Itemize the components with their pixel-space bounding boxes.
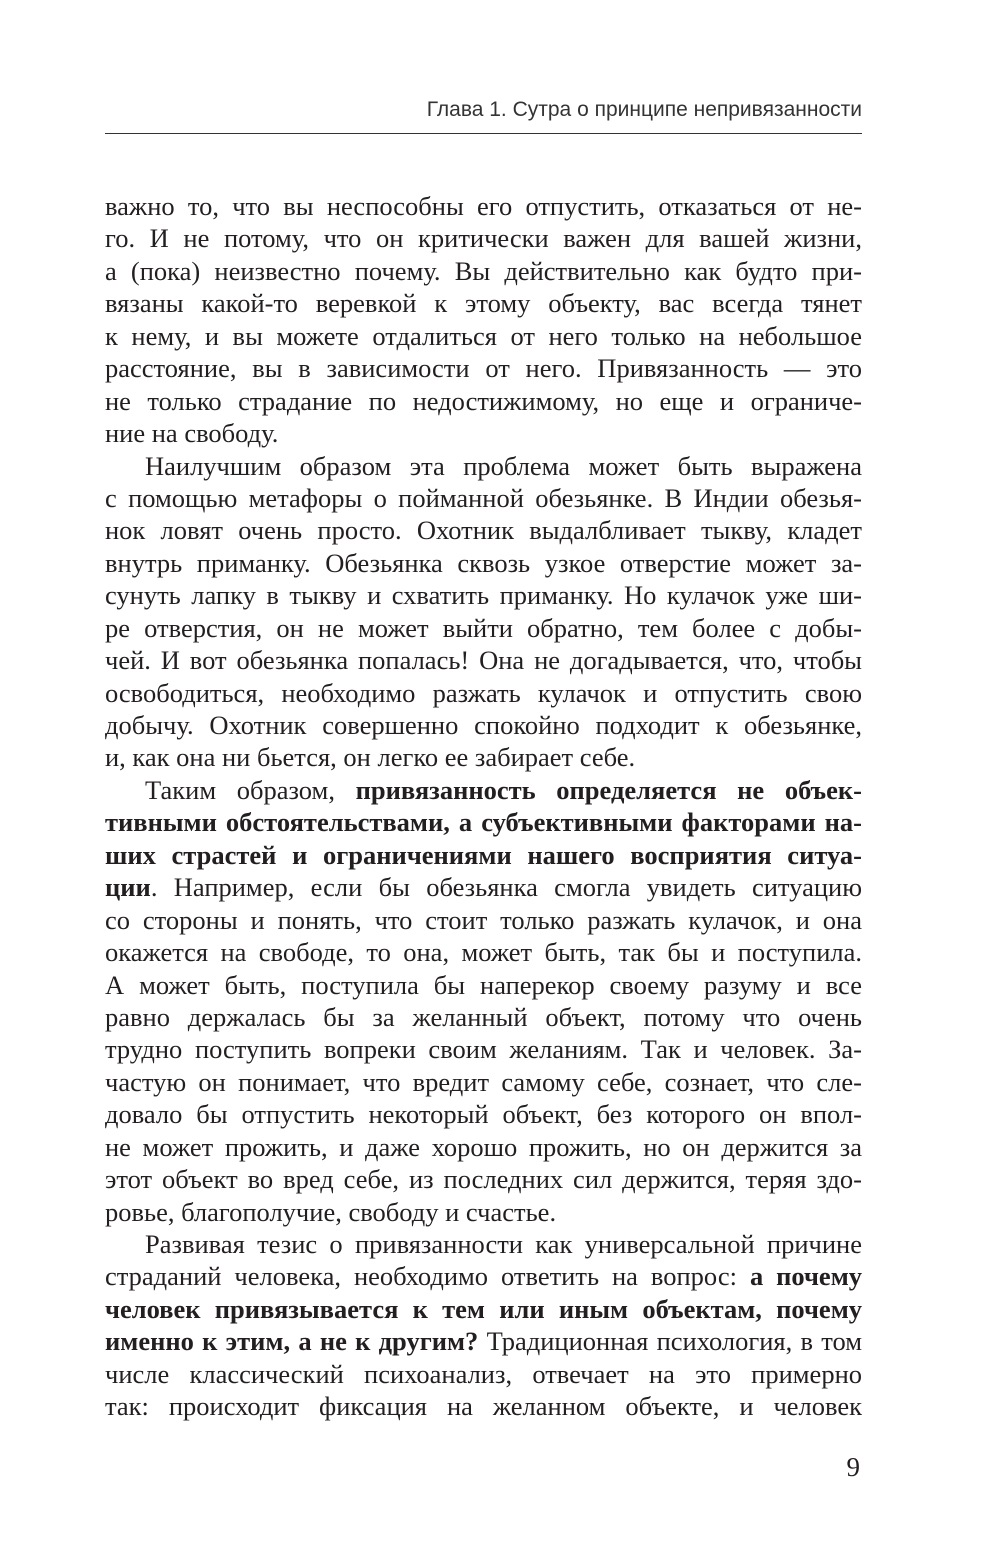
text-run: расстояние, вы в зависимости от него. Привязанность — это bbox=[105, 353, 862, 384]
text-line bbox=[105, 1001, 862, 1033]
text-line bbox=[105, 612, 862, 644]
text-run: внутрь приманку. Обезьянка сквозь узкое отверстие может за- bbox=[105, 547, 862, 578]
bold-text: а почему bbox=[749, 1261, 862, 1292]
text-run: важно то, что вы неспособны его отпустить, отказаться от не- bbox=[105, 191, 862, 221]
text-line bbox=[105, 222, 862, 254]
bold-text: ших страстей и ограничениями нашего восприятия ситуа- bbox=[105, 839, 862, 870]
text-line bbox=[105, 871, 862, 903]
text-line bbox=[105, 1228, 862, 1260]
text-run: освободиться, необходимо разжать кулачок и отпустить свою bbox=[105, 677, 862, 708]
text-line bbox=[105, 936, 862, 968]
text-line bbox=[105, 190, 862, 222]
text-line bbox=[105, 839, 862, 871]
text-line bbox=[105, 644, 862, 676]
text-run: числе классический психоанализ, отвечает на это примерно bbox=[105, 1358, 862, 1389]
text-run: довало бы отпустить некоторый объект, без которого он впол- bbox=[105, 1099, 862, 1130]
text-run: ре отверстия, он не может выйти обратно, тем более с добы- bbox=[105, 612, 862, 643]
text-run: к нему, и вы можете отдалиться от него только на небольшое bbox=[105, 320, 862, 351]
text-line bbox=[105, 1196, 862, 1228]
text-line bbox=[105, 1390, 862, 1422]
text-run: го. И не потому, что он критически важен для вашей жизни, bbox=[105, 223, 862, 254]
text-line bbox=[105, 904, 862, 936]
text-run: Наилучшим образом эта проблема может быть выражена bbox=[145, 450, 862, 481]
paragraph bbox=[105, 774, 862, 1228]
bold-text: тивными обстоятельствами, а субъективными факторами на- bbox=[105, 807, 862, 838]
text-run: трудно поступить вопреки своим желаниям. Так и человек. За- bbox=[105, 1034, 862, 1065]
text-line bbox=[105, 1066, 862, 1098]
bold-text: человек привязывается к тем или иным объектам, почему bbox=[105, 1293, 862, 1324]
text-run: со стороны и понять, что стоит только разжать кулачок, и она bbox=[105, 904, 862, 935]
text-line bbox=[105, 1260, 862, 1292]
text-line bbox=[105, 741, 862, 773]
text-line bbox=[105, 255, 862, 287]
text-run: Традиционная психология, в том bbox=[478, 1326, 862, 1357]
text-line bbox=[105, 1293, 862, 1325]
bold-text: привязанность определяется не объек- bbox=[355, 774, 862, 805]
text-run: не может прожить, и даже хорошо прожить, но он держится за bbox=[105, 1131, 862, 1162]
text-line bbox=[105, 1358, 862, 1390]
text-line bbox=[105, 320, 862, 352]
text-run: ние на свободу. bbox=[105, 418, 279, 449]
text-run: окажется на свободе, то она, может быть, так бы и поступила. bbox=[105, 937, 862, 968]
text-run: ровье, благополучие, свободу и счастье. bbox=[105, 1196, 557, 1227]
text-line bbox=[105, 709, 862, 741]
text-run: вязаны какой-то веревкой к этому объекту, вас всегда тянет bbox=[105, 288, 862, 319]
text-line bbox=[105, 579, 862, 611]
text-run: . Например, если бы обезьянка смогла увидеть ситуацию bbox=[150, 872, 862, 903]
paragraph bbox=[105, 450, 862, 774]
page-number: 9 bbox=[846, 1452, 860, 1482]
text-run: частую он понимает, что вредит самому себе, сознает, что сле- bbox=[105, 1066, 862, 1097]
text-line bbox=[105, 385, 862, 417]
running-header: Глава 1. Сутра о принципе непривязанности bbox=[426, 98, 862, 121]
body-text bbox=[105, 190, 862, 1423]
text-line bbox=[105, 806, 862, 838]
text-line bbox=[105, 1033, 862, 1065]
text-line bbox=[105, 774, 862, 806]
text-run: страданий человека, необходимо ответить на вопрос: bbox=[105, 1261, 750, 1292]
text-run: сунуть лапку в тыкву и схватить приманку. Но кулачок уже ши- bbox=[105, 580, 862, 611]
text-run: не только страдание по недостижимому, но еще и ограниче- bbox=[105, 385, 862, 416]
text-run: Таким образом, bbox=[145, 774, 356, 805]
text-line bbox=[105, 482, 862, 514]
text-line bbox=[105, 1098, 862, 1130]
text-run: этот объект во вред себе, из последних сил держится, теряя здо- bbox=[105, 1164, 862, 1195]
text-line bbox=[105, 450, 862, 482]
text-line bbox=[105, 677, 862, 709]
text-run: чей. И вот обезьянка попалась! Она не догадывается, что, чтобы bbox=[105, 645, 862, 676]
text-line bbox=[105, 969, 862, 1001]
text-line bbox=[105, 1131, 862, 1163]
text-run: и, как она ни бьется, он легко ее забирает себе. bbox=[105, 742, 636, 773]
text-line bbox=[105, 287, 862, 319]
text-line bbox=[105, 514, 862, 546]
text-line bbox=[105, 547, 862, 579]
text-run: добычу. Охотник совершенно спокойно подходит к обезьянке, bbox=[105, 710, 862, 740]
text-run: Развивая тезис о привязанности как универсальной причине bbox=[145, 1229, 862, 1259]
text-line bbox=[105, 417, 862, 449]
text-run: нок ловят очень просто. Охотник выдалбливает тыкву, кладет bbox=[105, 515, 862, 546]
text-run: а (пока) неизвестно почему. Вы действительно как будто при- bbox=[105, 255, 862, 286]
text-line bbox=[105, 1163, 862, 1195]
bold-text: ции bbox=[105, 872, 151, 903]
text-run: равно держалась бы за желанный объект, потому что очень bbox=[105, 1001, 862, 1032]
text-line bbox=[105, 352, 862, 384]
header-rule bbox=[105, 133, 862, 134]
paragraph bbox=[105, 1228, 862, 1423]
paragraph bbox=[105, 190, 862, 450]
text-run: так: происходит фиксация на желанном объекте, и человек bbox=[105, 1391, 862, 1422]
bold-text: именно к этим, а не к другим? bbox=[105, 1326, 479, 1357]
text-run: А может быть, поступила бы наперекор своему разуму и все bbox=[105, 969, 862, 1000]
text-run: с помощью метафоры о пойманной обезьянке. В Индии обезья- bbox=[105, 482, 862, 513]
text-line bbox=[105, 1325, 862, 1357]
